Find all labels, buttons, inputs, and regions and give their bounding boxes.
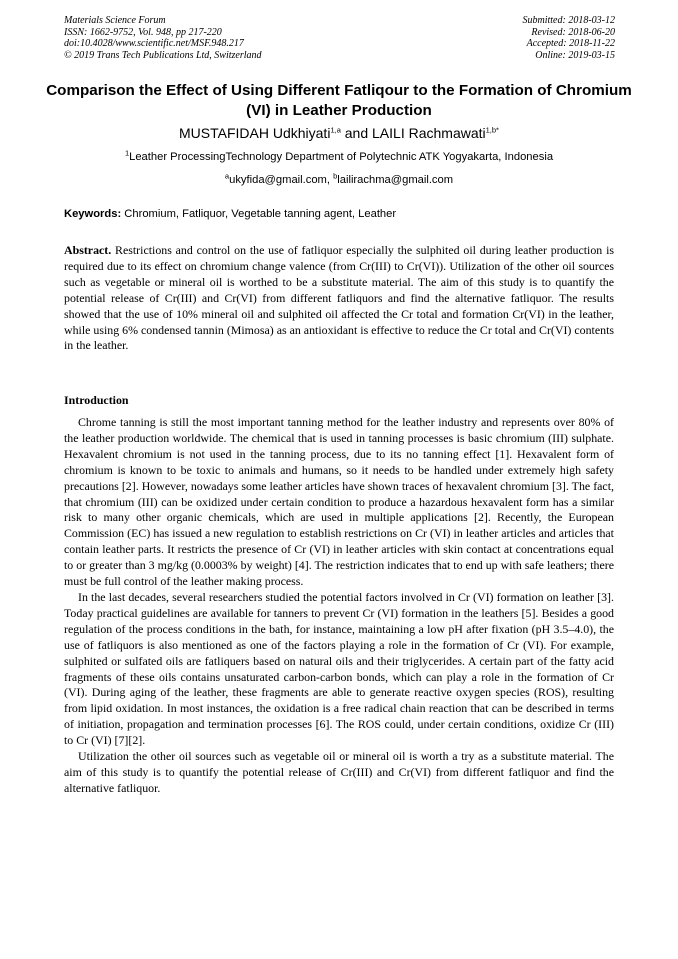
email-b: lailirachma@gmail.com	[337, 174, 454, 186]
keywords-text: Chromium, Fatliquor, Vegetable tanning agent, Leather	[121, 208, 397, 220]
journal-name: Materials Science Forum	[64, 15, 166, 26]
intro-paragraph-1: Chrome tanning is still the most important tanning method for the leather industry and represents over 80% of the leather production worldwide. The chemical that is used in tanning processes is basic chromium (III) sulphate. Hexavalent chromium is not used in the tanning process, due to its no tanning effect [1]. Hexavalent form of chromium is known to be toxic to animals and humans, so it needs to be handled under extremely high safety precautions [2]. However, nowadays some leather articles have shown traces of hexavalent chromium [3]. The fact, that chromium (III) can be oxidized under certain condition to produce a hazardous hexavalent form has a similar risk to many other organic chemicals, which are used in multiple applications [2]. Recently, the European Commission (EC) has issued a new regulation to establish restrictions on Cr (VI) in leather articles and articles that contain leather parts. It restricts the presence of Cr (VI) in leather articles with skin contact at concentrations equal to or greater than 3 mg/kg (0.0003% by weight) [4]. The restriction indicates that to end up with safe leathers; there must be full control of the leather making process.	[64, 415, 614, 589]
affiliation	[40, 150, 638, 164]
paper-title: Comparison the Effect of Using Different Fatliqour to the Formation of Chromium (VI) in Leather Production	[46, 82, 632, 119]
abstract-label: Abstract.	[64, 243, 112, 257]
author-2-affiliation: 1,b*	[485, 125, 499, 135]
affiliation-text: Leather ProcessingTechnology Department of Polytechnic ATK Yogyakarta, Indonesia	[129, 151, 554, 163]
keywords-label: Keywords:	[64, 208, 122, 220]
intro-paragraph-2: In the last decades, several researchers studied the potential factors involved in Cr (VI) formation on leather [3]. Today practical guidelines are available for tanners to prevent Cr (VI) formation in the leathers [5]. Besides a good regulation of the process conditions in the bath, for instance, maintaining a low pH after fixation (pH 3.5–4.0), the use of fatliquors is also mentioned as one of the factors playing a role in the formation of Cr (VI). For example, sulphited or sulfated oils are fatliquers based on natural oils and their triglycerides. A certain part of the fatty acid fragments of these oils contains unsaturated carbon-carbon bonds, which can play a role in the formation of Cr (VI). During aging of the leather, these fragments are able to generate reactive oxygen species (ROS), resulting from lipid oxidation. In most instances, the oxidation is a free radical chain reaction that can be described in terms of initiation, propagation and termination processes [6]. The ROS could, under certain conditions, oxidize Cr (III) to Cr (VI) [7][2].	[64, 589, 614, 748]
email-a: ukyfida@gmail.com,	[229, 174, 334, 186]
journal-copyright: © 2019 Trans Tech Publications Ltd, Switzerland	[64, 49, 262, 61]
intro-paragraph-3: Utilization the other oil sources such as vegetable oil or mineral oil is worth a try as a substitute material. The aim of this study is to quantify the potential release of Cr(III) and Cr(VI) from different fatliquor and find the alternative fatliquor.	[64, 749, 614, 795]
email-a-marker: a	[224, 171, 230, 181]
abstract-text: Restrictions and control on the use of fatliquor especially the sulphited oil during leather production is required due to its effect on chromium change valence (from Cr(III) to Cr(VI)). Utilization of the other oil sources such as vegetable or mineral oil is worthed to be a substitute material. The aim of this study is to quantify the potential release of Cr(III) and Cr(VI) from different fatliquors and find the alternative fatliquor. The results showed that the use of 10% mineral oil and sulphited oil affected the Cr total and formation Cr(VI) in the leather, while using 6% condensed tannin (Mimosa) as an antioxidant is effective to reduce the Cr total and Cr(VI) contents in the leather.	[64, 243, 614, 353]
introduction-body	[64, 415, 614, 797]
date-accepted: Accepted: 2018-11-22	[526, 38, 615, 50]
affiliation-marker: 1	[124, 148, 130, 158]
introduction-heading: Introduction	[64, 393, 129, 407]
author-connector: and	[340, 125, 373, 141]
abstract	[64, 243, 614, 354]
submission-dates	[523, 15, 616, 61]
date-revised: Revised: 2018-06-20	[531, 26, 615, 38]
journal-issn: ISSN: 1662-9752, Vol. 948, pp 217-220	[64, 26, 222, 38]
email-b-marker: b	[333, 171, 338, 181]
author-line	[40, 124, 638, 142]
author-1-affiliation: 1,a	[330, 125, 341, 135]
author-2: LAILI Rachmawati	[372, 125, 486, 141]
date-submitted: Submitted: 2018-03-12	[522, 15, 615, 26]
author-1: MUSTAFIDAH Udkhiyati	[179, 125, 331, 141]
author-emails	[40, 173, 638, 187]
date-online: Online: 2019-03-15	[535, 49, 615, 61]
keywords	[64, 207, 624, 221]
journal-doi: doi:10.4028/www.scientific.net/MSF.948.217	[64, 38, 244, 50]
journal-info	[64, 15, 262, 61]
